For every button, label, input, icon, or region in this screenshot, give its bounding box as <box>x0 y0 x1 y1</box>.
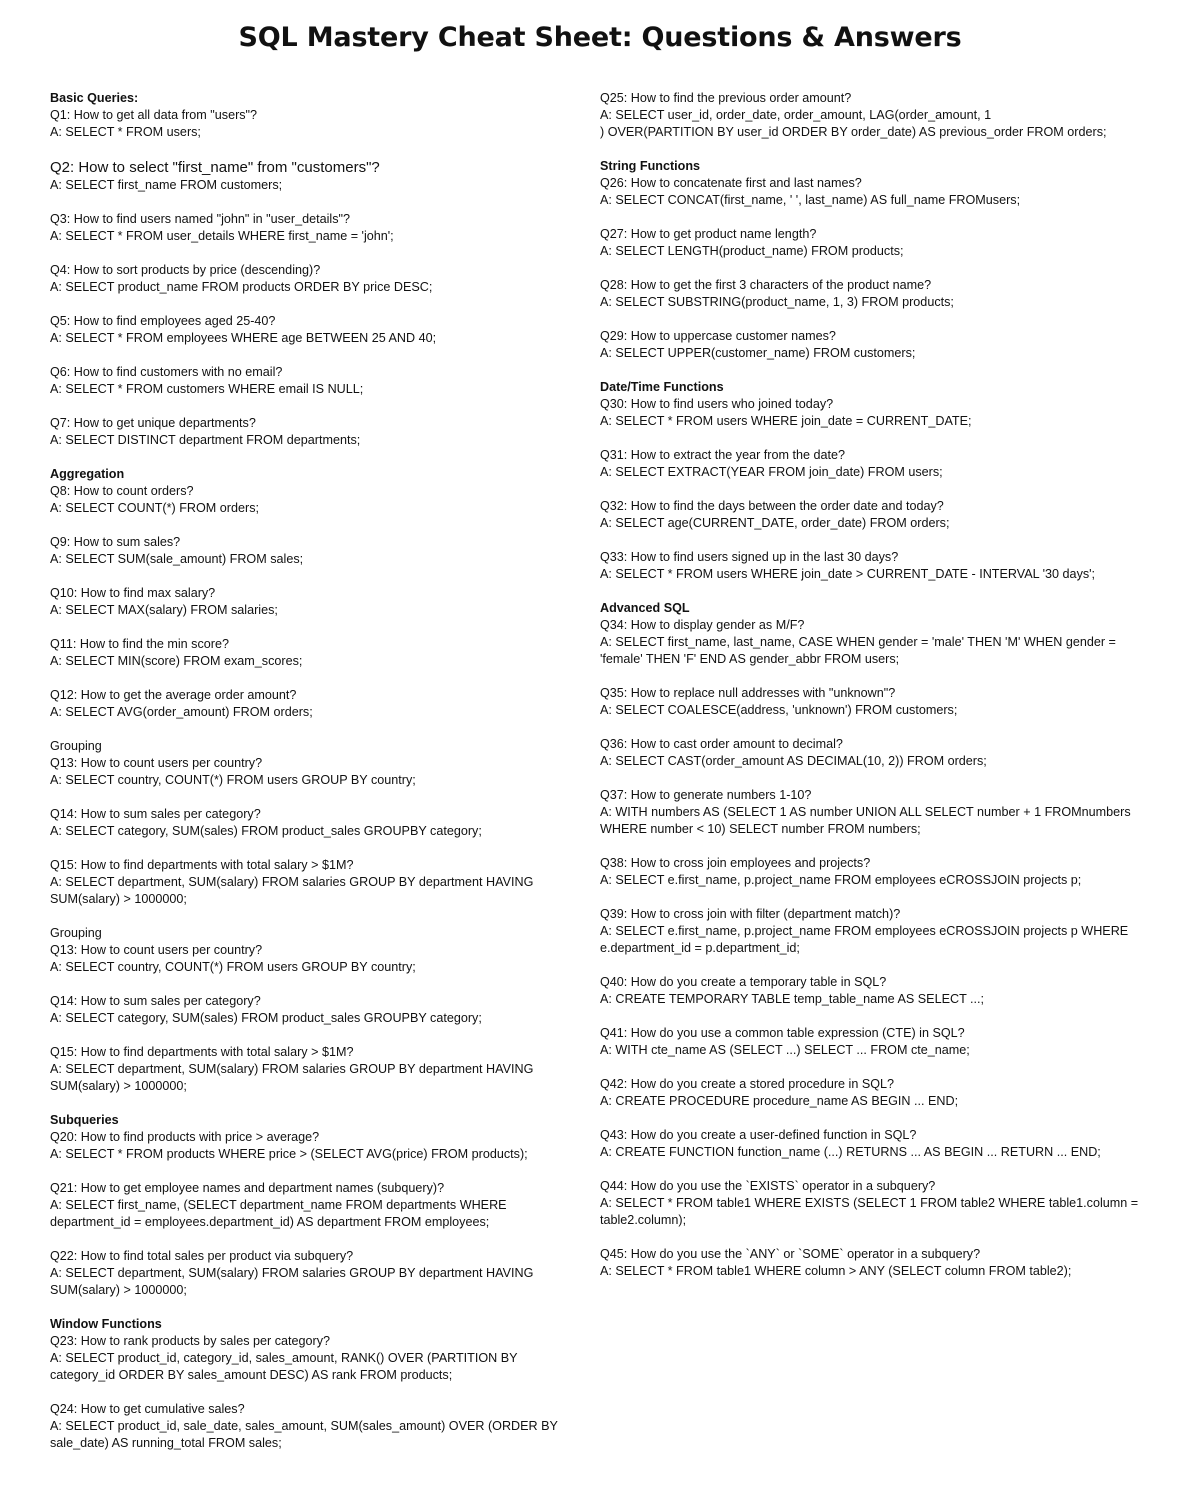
question-text: Q32: How to find the days between the order date and today? <box>600 499 944 513</box>
right-column <box>600 90 1155 1297</box>
qa-block <box>600 1127 1155 1161</box>
answer-text: A: SELECT * FROM users WHERE join_date > CURRENT_DATE - INTERVAL '30 days'; <box>600 567 1096 581</box>
question-text: Q28: How to get the first 3 characters of the product name? <box>600 278 932 292</box>
question-text: Q15: How to find departments with total salary > $1M? <box>50 1045 354 1059</box>
question-text: Q9: How to sum sales? <box>50 535 181 549</box>
answer-text: A: SELECT LENGTH(product_name) FROM products; <box>600 244 904 258</box>
qa-block <box>50 211 575 245</box>
answer-text: A: SELECT e.first_name, p.project_name FROM employees eCROSSJOIN projects p; <box>600 873 1082 887</box>
question-text: Q7: How to get unique departments? <box>50 416 256 430</box>
section-heading: Basic Queries: <box>50 91 139 105</box>
qa-block <box>50 1401 575 1452</box>
qa-block <box>50 534 575 568</box>
qa-block <box>600 974 1155 1008</box>
answer-text: A: SELECT * FROM table1 WHERE EXISTS (SELECT 1 FROM table2 WHERE table1.column = table2.column); <box>600 1196 1142 1227</box>
answer-text: A: SELECT * FROM employees WHERE age BETWEEN 25 AND 40; <box>50 331 437 345</box>
question-text: Q14: How to sum sales per category? <box>50 807 261 821</box>
answer-text: A: SELECT product_name FROM products ORDER BY price DESC; <box>50 280 433 294</box>
section-heading: Window Functions <box>50 1317 162 1331</box>
answer-text: A: SELECT e.first_name, p.project_name FROM employees eCROSSJOIN projects p WHERE e.department_id = p.department_id; <box>600 924 1132 955</box>
section-heading: Grouping <box>50 926 102 940</box>
qa-block <box>600 226 1155 260</box>
question-text: Q27: How to get product name length? <box>600 227 817 241</box>
question-text: Q38: How to cross join employees and projects? <box>600 856 871 870</box>
answer-text: A: SELECT country, COUNT(*) FROM users GROUP BY country; <box>50 960 416 974</box>
question-text: Q44: How do you use the `EXISTS` operator in a subquery? <box>600 1179 936 1193</box>
question-text: Q36: How to cast order amount to decimal? <box>600 737 843 751</box>
qa-block <box>600 736 1155 770</box>
qa-block <box>600 685 1155 719</box>
question-text: Q39: How to cross join with filter (department match)? <box>600 907 901 921</box>
qa-block <box>50 857 575 908</box>
answer-text: A: CREATE TEMPORARY TABLE temp_table_name AS SELECT ...; <box>600 992 985 1006</box>
question-text: Q29: How to uppercase customer names? <box>600 329 836 343</box>
question-text: Q34: How to display gender as M/F? <box>600 618 805 632</box>
answer-text: A: SELECT category, SUM(sales) FROM product_sales GROUPBY category; <box>50 1011 482 1025</box>
question-text: Q42: How do you create a stored procedure in SQL? <box>600 1077 895 1091</box>
qa-block <box>50 158 575 194</box>
answer-text: A: SELECT first_name, (SELECT department_name FROM departments WHERE department_id = employees.department_id) AS department FROM employees; <box>50 1198 511 1229</box>
answer-text: A: SELECT SUBSTRING(product_name, 1, 3) FROM products; <box>600 295 954 309</box>
qa-block <box>50 1044 575 1095</box>
qa-block <box>600 498 1155 532</box>
answer-text: A: SELECT country, COUNT(*) FROM users GROUP BY country; <box>50 773 416 787</box>
qa-block <box>600 1246 1155 1280</box>
qa-block <box>50 1112 575 1163</box>
qa-block <box>600 906 1155 957</box>
question-text: Q5: How to find employees aged 25-40? <box>50 314 276 328</box>
qa-block <box>600 1025 1155 1059</box>
qa-block <box>50 806 575 840</box>
qa-block <box>50 993 575 1027</box>
answer-text: A: SELECT category, SUM(sales) FROM product_sales GROUPBY category; <box>50 824 482 838</box>
qa-block <box>600 90 1155 141</box>
answer-text: A: SELECT CAST(order_amount AS DECIMAL(10, 2)) FROM orders; <box>600 754 987 768</box>
question-text: Q45: How do you use the `ANY` or `SOME` operator in a subquery? <box>600 1247 981 1261</box>
answer-text: A: SELECT COUNT(*) FROM orders; <box>50 501 259 515</box>
answer-text: A: WITH numbers AS (SELECT 1 AS number UNION ALL SELECT number + 1 FROMnumbers WHERE number < 10) SELECT number FROM numbers; <box>600 805 1135 836</box>
question-text: Q8: How to count orders? <box>50 484 194 498</box>
answer-text: A: SELECT * FROM products WHERE price > (SELECT AVG(price) FROM products); <box>50 1147 528 1161</box>
qa-block <box>50 687 575 721</box>
qa-block <box>50 738 575 789</box>
answer-text: A: SELECT department, SUM(salary) FROM salaries GROUP BY department HAVING SUM(salary) > 1000000; <box>50 1062 537 1093</box>
question-text: Q31: How to extract the year from the date? <box>600 448 846 462</box>
question-text: Q35: How to replace null addresses with "unknown"? <box>600 686 896 700</box>
qa-block <box>50 636 575 670</box>
question-text: Q43: How do you create a user-defined function in SQL? <box>600 1128 917 1142</box>
qa-block <box>600 787 1155 838</box>
question-text: Q15: How to find departments with total salary > $1M? <box>50 858 354 872</box>
question-text: Q4: How to sort products by price (descending)? <box>50 263 321 277</box>
qa-block <box>600 1178 1155 1229</box>
answer-text: A: SELECT DISTINCT department FROM departments; <box>50 433 361 447</box>
answer-text: A: SELECT EXTRACT(YEAR FROM join_date) FROM users; <box>600 465 943 479</box>
qa-block <box>50 925 575 976</box>
question-text: Q24: How to get cumulative sales? <box>50 1402 245 1416</box>
answer-text: A: SELECT CONCAT(first_name, ' ', last_name) AS full_name FROMusers; <box>600 193 1021 207</box>
qa-block <box>50 262 575 296</box>
answer-text: A: SELECT product_id, sale_date, sales_amount, SUM(sales_amount) OVER (ORDER BY sale_date) AS running_total FROM sales; <box>50 1419 562 1450</box>
question-text: Q13: How to count users per country? <box>50 943 263 957</box>
qa-block <box>50 415 575 449</box>
question-text: Q13: How to count users per country? <box>50 756 263 770</box>
qa-block <box>50 585 575 619</box>
answer-text: A: SELECT * FROM users; <box>50 125 201 139</box>
qa-block <box>600 158 1155 209</box>
qa-block <box>600 855 1155 889</box>
section-heading: Aggregation <box>50 467 125 481</box>
question-text: Q10: How to find max salary? <box>50 586 216 600</box>
question-text: Q11: How to find the min score? <box>50 637 229 651</box>
question-text: Q40: How do you create a temporary table in SQL? <box>600 975 887 989</box>
answer-text: A: SELECT SUM(sale_amount) FROM sales; <box>50 552 304 566</box>
answer-text: A: WITH cte_name AS (SELECT ...) SELECT ... FROM cte_name; <box>600 1043 970 1057</box>
answer-text: A: SELECT age(CURRENT_DATE, order_date) FROM orders; <box>600 516 950 530</box>
qa-block <box>600 277 1155 311</box>
question-text: Q25: How to find the previous order amount? <box>600 91 852 105</box>
qa-block <box>50 1316 575 1384</box>
question-text: Q41: How do you use a common table expression (CTE) in SQL? <box>600 1026 965 1040</box>
section-heading: Subqueries <box>50 1113 119 1127</box>
question-text: Q33: How to find users signed up in the last 30 days? <box>600 550 899 564</box>
page-title: SQL Mastery Cheat Sheet: Questions & Answers <box>238 22 962 53</box>
section-heading: Grouping <box>50 739 102 753</box>
qa-block <box>600 600 1155 668</box>
qa-block <box>50 313 575 347</box>
question-text: Q23: How to rank products by sales per category? <box>50 1334 331 1348</box>
answer-text: A: SELECT * FROM user_details WHERE first_name = 'john'; <box>50 229 394 243</box>
question-text: Q2: How to select "first_name" from "customers"? <box>50 159 380 176</box>
answer-text: A: SELECT MIN(score) FROM exam_scores; <box>50 654 303 668</box>
answer-text: A: SELECT user_id, order_date, order_amount, LAG(order_amount, 1 ) OVER(PARTITION BY user_id ORDER BY order_date) AS previous_order FROM orders; <box>600 108 1107 139</box>
qa-block <box>600 447 1155 481</box>
question-text: Q3: How to find users named "john" in "user_details"? <box>50 212 350 226</box>
qa-block <box>50 1180 575 1231</box>
answer-text: A: SELECT AVG(order_amount) FROM orders; <box>50 705 313 719</box>
left-column <box>50 90 575 1469</box>
answer-text: A: SELECT department, SUM(salary) FROM salaries GROUP BY department HAVING SUM(salary) > 1000000; <box>50 875 537 906</box>
section-heading: Advanced SQL <box>600 601 690 615</box>
answer-text: A: SELECT * FROM customers WHERE email IS NULL; <box>50 382 364 396</box>
question-text: Q1: How to get all data from "users"? <box>50 108 258 122</box>
qa-block <box>600 328 1155 362</box>
question-text: Q22: How to find total sales per product via subquery? <box>50 1249 354 1263</box>
answer-text: A: SELECT first_name, last_name, CASE WHEN gender = 'male' THEN 'M' WHEN gender = 'female' THEN 'F' END AS gender_abbr FROM users; <box>600 635 1120 666</box>
question-text: Q14: How to sum sales per category? <box>50 994 261 1008</box>
qa-block <box>50 466 575 517</box>
answer-text: A: SELECT UPPER(customer_name) FROM customers; <box>600 346 916 360</box>
question-text: Q12: How to get the average order amount? <box>50 688 297 702</box>
answer-text: A: SELECT product_id, category_id, sales_amount, RANK() OVER (PARTITION BY category_id ORDER BY sales_amount DESC) AS rank FROM products; <box>50 1351 521 1382</box>
section-heading: Date/Time Functions <box>600 380 724 394</box>
qa-block <box>600 549 1155 583</box>
answer-text: A: SELECT * FROM table1 WHERE column > ANY (SELECT column FROM table2); <box>600 1264 1072 1278</box>
qa-block <box>600 1076 1155 1110</box>
question-text: Q37: How to generate numbers 1-10? <box>600 788 812 802</box>
answer-text: A: SELECT first_name FROM customers; <box>50 178 283 192</box>
answer-text: A: SELECT MAX(salary) FROM salaries; <box>50 603 278 617</box>
question-text: Q21: How to get employee names and department names (subquery)? <box>50 1181 445 1195</box>
answer-text: A: CREATE PROCEDURE procedure_name AS BEGIN ... END; <box>600 1094 959 1108</box>
qa-block <box>50 1248 575 1299</box>
qa-block <box>600 379 1155 430</box>
answer-text: A: SELECT COALESCE(address, 'unknown') FROM customers; <box>600 703 958 717</box>
question-text: Q26: How to concatenate first and last names? <box>600 176 862 190</box>
question-text: Q30: How to find users who joined today? <box>600 397 834 411</box>
answer-text: A: CREATE FUNCTION function_name (...) RETURNS ... AS BEGIN ... RETURN ... END; <box>600 1145 1101 1159</box>
section-heading: String Functions <box>600 159 701 173</box>
qa-block <box>50 364 575 398</box>
question-text: Q20: How to find products with price > average? <box>50 1130 320 1144</box>
question-text: Q6: How to find customers with no email? <box>50 365 283 379</box>
qa-block <box>50 90 575 141</box>
answer-text: A: SELECT * FROM users WHERE join_date = CURRENT_DATE; <box>600 414 972 428</box>
answer-text: A: SELECT department, SUM(salary) FROM salaries GROUP BY department HAVING SUM(salary) > 1000000; <box>50 1266 537 1297</box>
